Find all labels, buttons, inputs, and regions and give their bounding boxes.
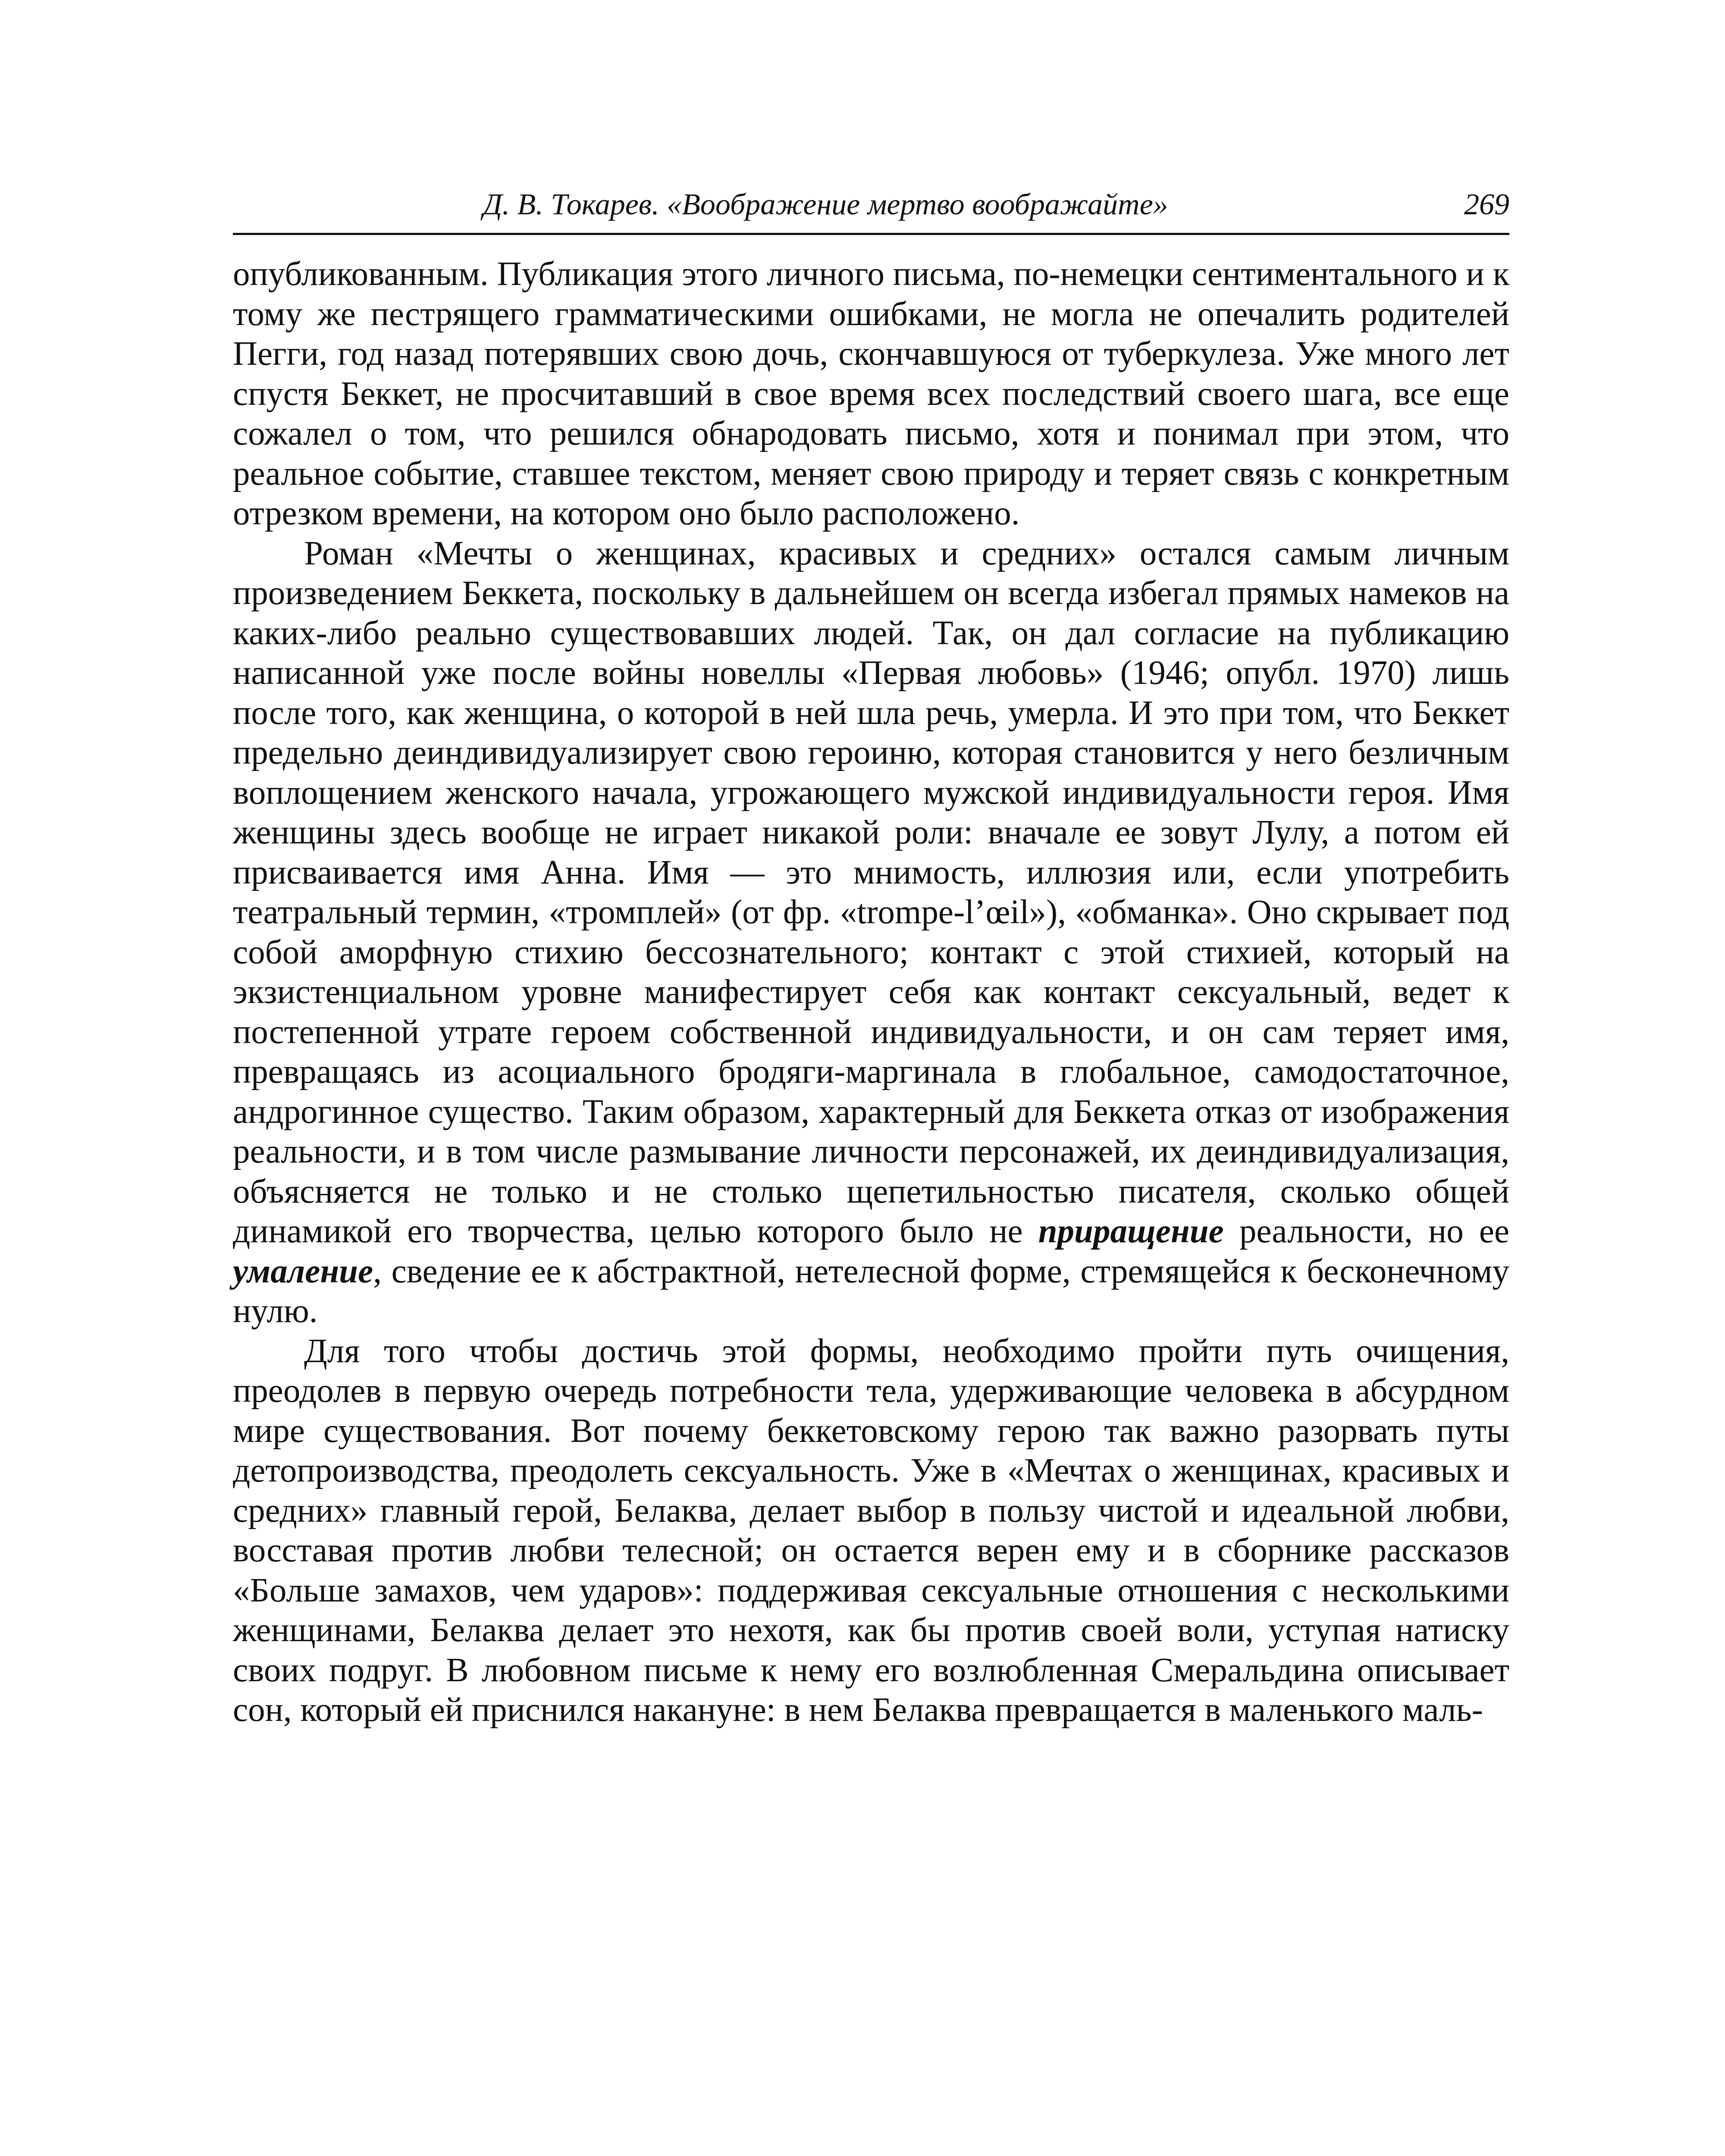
page-number: 269 xyxy=(1464,188,1509,221)
paragraph-3-text: Для того чтобы достичь этой формы, необходимо пройти путь очищения, преодолев в первую очередь потребности тела, удерживающие человека в абсурдном мире существования. Вот почему беккетовскому герою так важно разорвать путы детопроизводства, преодолеть сексуальность. Уже в «Мечтах о женщинах, красивых и средних» главный герой, Белаква, делает выбор в пользу чистой и идеальной любви, восставая против любви телесной; он остается верен ему и в сборнике рассказов «Больше замахов, чем ударов»: поддерживая сексуальные отношения с несколькими женщинами, Белаква делает это нехотя, как бы против своей воли, уступая натиску своих подруг. В любовном письме к нему его возлюбленная Смеральдина описывает сон, который ей приснился накануне: в нем Белаква превращается в маленького маль- xyxy=(233,1332,1509,1729)
paragraph-2-text-a: Роман «Мечты о женщинах, красивых и средних» остался самым личным произведением Беккета, поскольку в дальнейшем он всегда избегал прямых намеков на каких-либо реально существовавших людей. Так, он дал согласие на публикацию написанной уже после войны новеллы «Первая любовь» (1946; опубл. 1970) лишь после того, как женщина, о которой в ней шла речь, умерла. И это при том, что Беккет предельно деиндивидуализирует свою героиню, которая становится у него безличным воплощением женского начала, угрожающего мужской индивидуальности героя. Имя женщины здесь вообще не играет никакой роли: вначале ее зовут Лулу, а потом ей присваивается имя Анна. Имя — это мнимость, иллюзия или, если употребить театральный термин, «тромплей» (от фр. «trompe-l’œil»), «обманка». Оно скрывает под собой аморфную стихию бессознательного; контакт с этой стихией, который на экзистенциальном уровне манифестирует себя как контакт сексуальный, ведет к постепенной утрате героем собственной индивидуальности, и он сам теряет имя, превращаясь из асоциального бродяги-маргинала в глобальное, самодостаточное, андрогинное существо. Таким образом, характерный для Беккета отказ от изображения реальности, и в том числе размывание личности персонажей, их деиндивидуализация, объясняется не только и не столько щепетильностью писателя, сколько общей динамикой его творчества, целью которого было не xyxy=(233,534,1509,1250)
paragraph-3 xyxy=(233,1332,1509,1730)
paragraph-1 xyxy=(233,254,1509,534)
emphasis-accretion: приращение xyxy=(1038,1213,1224,1250)
paragraph-2-text-b: реальности, но ее xyxy=(1223,1213,1509,1250)
emphasis-diminution: умаление xyxy=(233,1252,373,1290)
paragraph-2-text-c: , сведение ее к абстрактной, нетелесной форме, стремящейся к бесконечному нулю. xyxy=(233,1252,1509,1330)
running-title: Д. В. Токарев. «Воображение мертво воображайте» xyxy=(483,188,1168,221)
body-text xyxy=(233,254,1509,1730)
paragraph-1-text: опубликованным. Публикация этого личного письма, по-немецки сентиментального и к тому же пестрящего грамматическими ошибками, не могла не опечалить родителей Пегги, год назад потерявших свою дочь, скончавшуюся от туберкулеза. Уже много лет спустя Беккет, не просчитавший в свое время всех последствий своего шага, все еще сожалел о том, что решился обнародовать письмо, хотя и понимал при этом, что реальное событие, ставшее текстом, меняет свою природу и теряет связь с конкретным отрезком времени, на котором оно было расположено. xyxy=(233,255,1509,532)
paragraph-2 xyxy=(233,534,1509,1332)
running-header xyxy=(233,185,1509,235)
book-page xyxy=(233,185,1509,1730)
